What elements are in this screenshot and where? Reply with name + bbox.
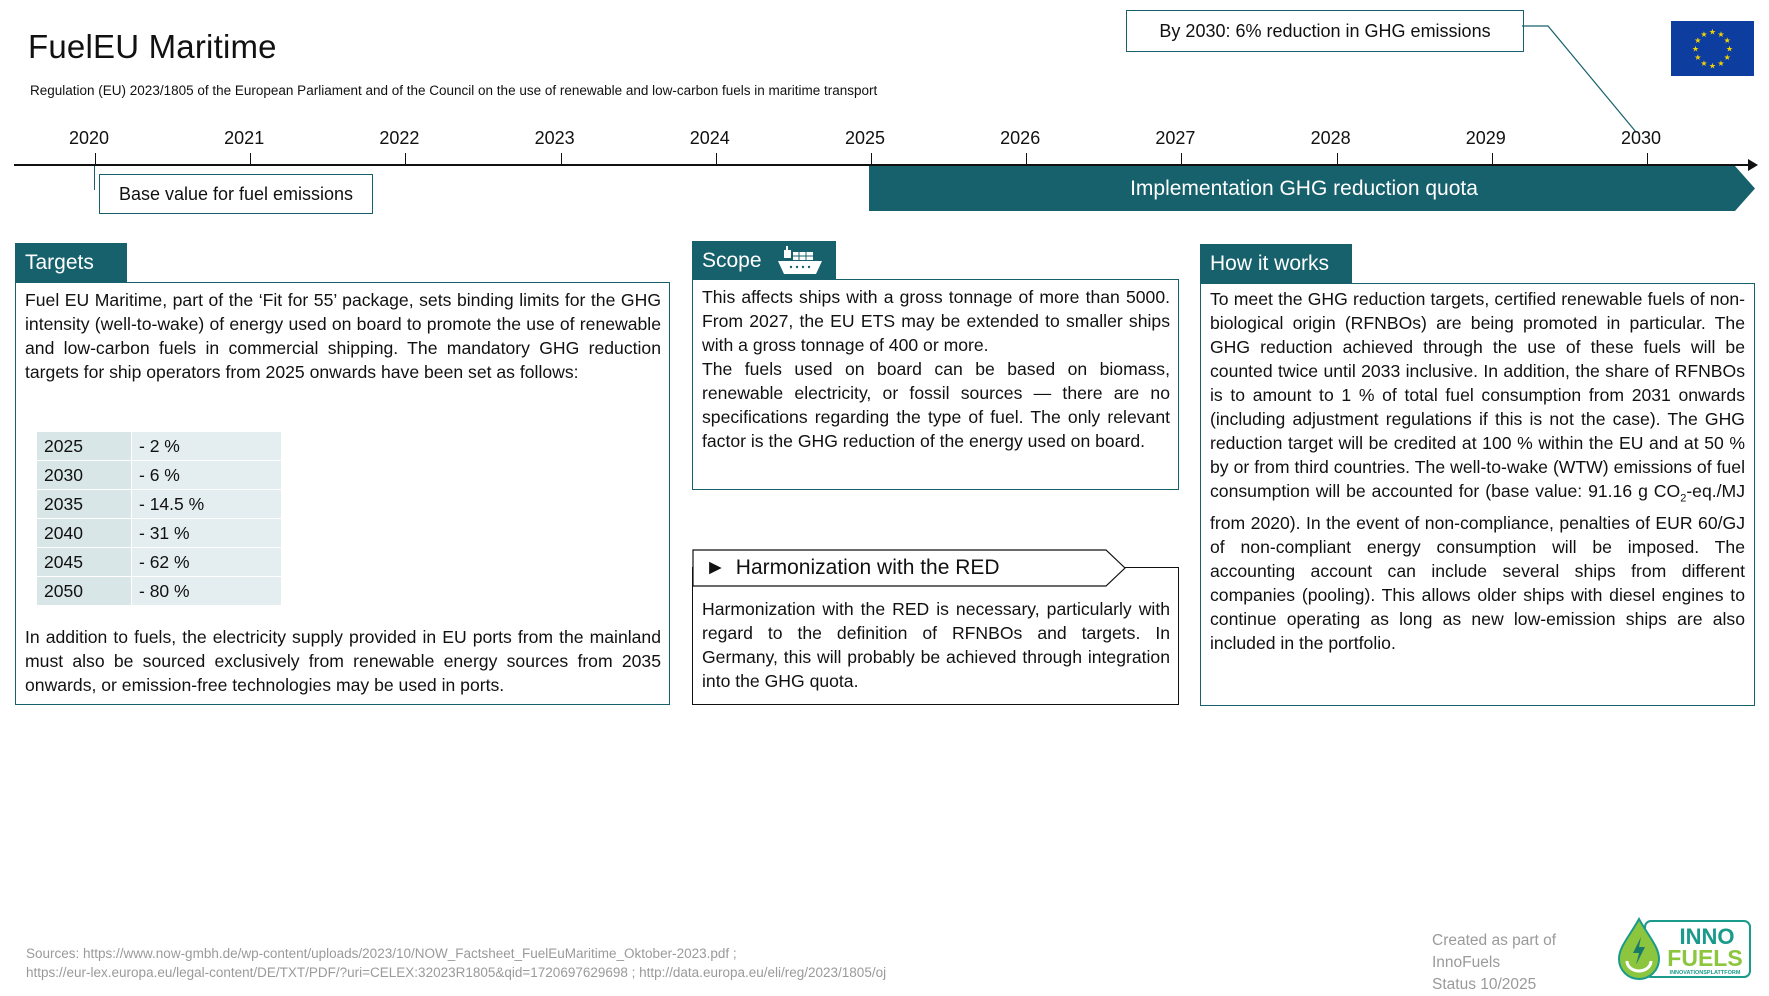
targets-outro: In addition to fuels, the electricity supply provided in EU ports from the mainland must also be sourced exclusively from renewable energy sources from 2035 onwards, or emission-free technologies may be used in ports. bbox=[25, 627, 661, 695]
svg-text:FUELS: FUELS bbox=[1667, 945, 1743, 971]
co2-subscript: 2 bbox=[1680, 492, 1687, 505]
how-text-part-2: -eq./MJ from 2020). In the event of non-compliance, penalties of EUR 60/GJ of non-compliant energy consumption will be imposed. The accounting account can include several ships from different companies (pooling). This allows older ships with diesel engines to continue operating as long as new low-emission ships are also included in the portfolio. bbox=[1210, 481, 1745, 653]
scope-text bbox=[702, 285, 1170, 453]
eu-star-icon: ★ bbox=[1717, 29, 1725, 39]
timeline-year: 2020 bbox=[68, 128, 110, 148]
target-row bbox=[37, 577, 282, 606]
sources-line-1: Sources: https://www.now-gmbh.de/wp-content/uploads/2023/10/NOW_Factsheet_FuelEuMaritime_Oktober-2023.pdf ; bbox=[26, 946, 737, 961]
target-row bbox=[37, 461, 282, 490]
how-text-part-1: To meet the GHG reduction targets, certified renewable fuels of non-biological origin (RFNBOs) are being promoted in particular. The GHG reduction achieved through the use of these fuels will be counted twice until 2033 inclusive. In addition, the share of RFNBOs is to amount to 1 % of total fuel consumption from 2031 onwards (including adjustment regulations if this is not the case). The GHG reduction target will be credited at 100 % within the EU and at 50 % by or from third countries. The well-to-wake (WTW) emissions of fuel consumption will be accounted for (base value: 91.16 g CO bbox=[1210, 289, 1745, 501]
eu-star-icon: ★ bbox=[1723, 36, 1731, 45]
target-row bbox=[37, 432, 282, 461]
goal-connector bbox=[1520, 20, 1640, 135]
base-value-label: Base value for fuel emissions bbox=[99, 174, 373, 214]
base-connector bbox=[94, 166, 95, 190]
target-value: - 80 % bbox=[132, 577, 282, 606]
timeline-year: 2030 bbox=[1620, 128, 1662, 148]
innofuels-logo bbox=[1617, 917, 1753, 983]
page-subtitle: Regulation (EU) 2023/1805 of the European Parliament and of the Council on the use of renewable and low-carbon fuels in maritime transport bbox=[30, 83, 878, 98]
svg-text:INNOVATIONSPLATTFORM: INNOVATIONSPLATTFORM bbox=[1669, 970, 1741, 976]
play-triangle-icon: ► bbox=[705, 556, 726, 579]
scope-paragraph-1: This affects ships with a gross tonnage of more than 5000. From 2027, the EU ETS may be extended to smaller ships with a gross tonnage of 400 or more. bbox=[702, 287, 1170, 355]
how-it-works-tab: How it works bbox=[1200, 244, 1352, 284]
red-header bbox=[705, 549, 1000, 587]
timeline-year: 2024 bbox=[689, 128, 730, 148]
target-row bbox=[37, 519, 282, 548]
targets-table bbox=[36, 431, 282, 606]
eu-star-icon: ★ bbox=[1694, 36, 1702, 45]
eu-star-icon: ★ bbox=[1694, 53, 1702, 62]
timeline-year: 2025 bbox=[844, 128, 886, 148]
timeline-year: 2023 bbox=[534, 128, 575, 148]
target-year: 2035 bbox=[37, 490, 132, 519]
eu-star-icon: ★ bbox=[1708, 61, 1717, 71]
target-row bbox=[37, 490, 282, 519]
ship-icon bbox=[776, 246, 824, 276]
sources-line-2: https://eur-lex.europa.eu/legal-content/DE/TXT/PDF/?uri=CELEX:32023R1805&qid=1720697629698 ; http://data.europa.eu/eli/reg/2023/1805/oj bbox=[26, 965, 887, 980]
credit-line-3: Status 10/2025 bbox=[1432, 976, 1537, 993]
target-year: 2050 bbox=[37, 577, 132, 606]
scope-tab-label: Scope bbox=[702, 248, 762, 272]
timeline-year: 2029 bbox=[1465, 128, 1506, 148]
target-value: - 6 % bbox=[132, 461, 282, 490]
target-year: 2025 bbox=[37, 432, 132, 461]
target-year: 2045 bbox=[37, 548, 132, 577]
credit-line-1: Created as part of bbox=[1432, 932, 1557, 949]
eu-star-icon: ★ bbox=[1725, 44, 1734, 54]
how-it-works-text bbox=[1210, 287, 1745, 655]
eu-flag-icon bbox=[1671, 21, 1754, 76]
credit-line-2: InnoFuels bbox=[1432, 954, 1501, 971]
eu-star-icon: ★ bbox=[1717, 59, 1725, 69]
quota-label: Implementation GHG reduction quota bbox=[1130, 176, 1478, 200]
timeline-year: 2026 bbox=[1000, 128, 1041, 148]
target-value: - 31 % bbox=[132, 519, 282, 548]
credits bbox=[1432, 930, 1556, 996]
timeline-year: 2021 bbox=[224, 128, 265, 148]
target-year: 2040 bbox=[37, 519, 132, 548]
target-value: - 14.5 % bbox=[132, 490, 282, 519]
sources bbox=[26, 944, 886, 982]
target-value: - 62 % bbox=[132, 548, 282, 577]
goal-callout: By 2030: 6% reduction in GHG emissions bbox=[1126, 10, 1524, 52]
eu-star-icon: ★ bbox=[1708, 27, 1717, 37]
scope-paragraph-2: The fuels used on board can be based on biomass, renewable electricity, or fossil sources — there are no specifications regarding the type of fuel. The only relevant factor is the GHG reduction of the energy used on board. bbox=[702, 359, 1170, 451]
eu-star-icon: ★ bbox=[1700, 59, 1708, 69]
scope-tab bbox=[692, 241, 836, 280]
red-text: Harmonization with the RED is necessary, particularly with regard to the definition of RFNBOs and targets. In Germany, this will probably be achieved through integration into the GHG quota. bbox=[702, 599, 1170, 691]
page-title: FuelEU Maritime bbox=[28, 28, 277, 65]
eu-star-icon: ★ bbox=[1691, 44, 1700, 54]
target-year: 2030 bbox=[37, 461, 132, 490]
timeline-year: 2028 bbox=[1310, 128, 1351, 148]
targets-intro: Fuel EU Maritime, part of the ‘Fit for 55’ package, sets binding limits for the GHG intensity (well-to-wake) of energy used on board to promote the use of renewable and low-carbon fuels in commercial shipping. The mandatory GHG reduction targets for ship operators from 2025 onwards have been set as follows: bbox=[25, 290, 661, 382]
red-title: Harmonization with the RED bbox=[735, 556, 1000, 579]
svg-text:INNO: INNO bbox=[1679, 924, 1735, 949]
eu-star-icon: ★ bbox=[1723, 53, 1731, 62]
timeline-year: 2027 bbox=[1155, 128, 1196, 148]
eu-star-icon: ★ bbox=[1700, 29, 1708, 39]
target-value: - 2 % bbox=[132, 432, 282, 461]
timeline-year: 2022 bbox=[379, 128, 420, 148]
target-row bbox=[37, 548, 282, 577]
targets-tab: Targets bbox=[15, 243, 127, 283]
